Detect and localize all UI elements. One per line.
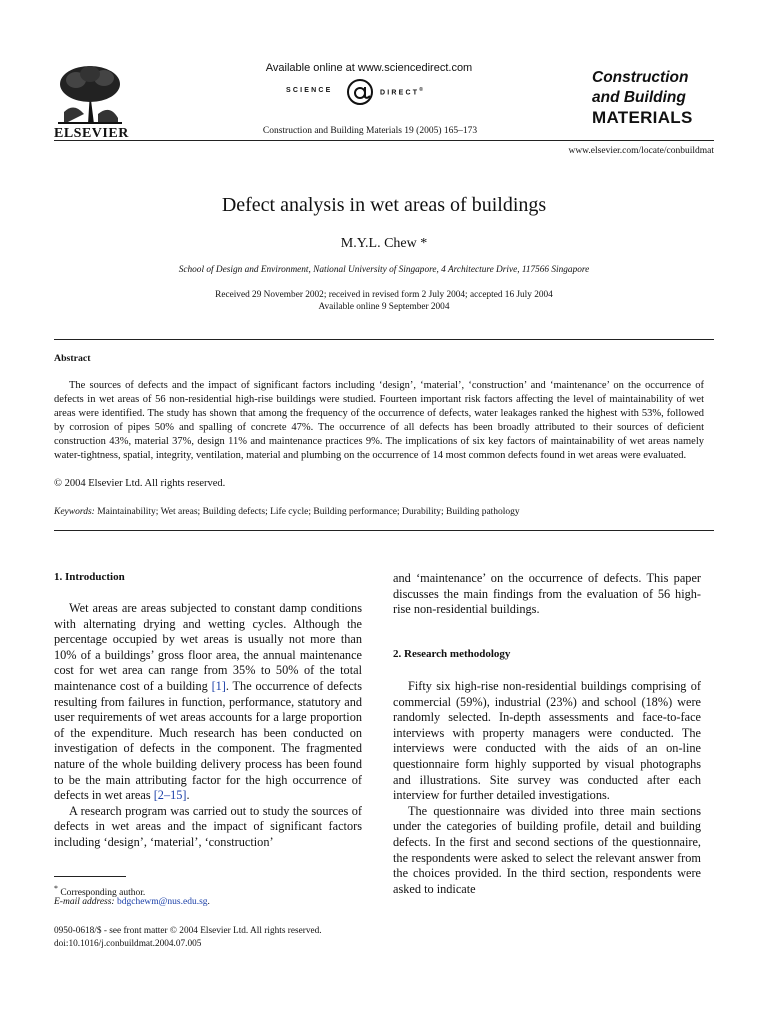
article-title: Defect analysis in wet areas of buildings bbox=[221, 194, 547, 216]
sd-science-label: SCIENCE bbox=[286, 87, 333, 94]
keywords bbox=[54, 507, 714, 517]
intro-paragraph-2-continued: and ‘maintenance’ on the occurrence of defects. This paper discusses the main findings from the evaluation of 56 high-rise non-residential buildings. bbox=[393, 571, 701, 617]
journal-url-link[interactable]: www.elsevier.com/locate/conbuildmat bbox=[568, 146, 714, 156]
methodology-text bbox=[393, 679, 701, 897]
section-heading-methodology: 2. Research methodology bbox=[393, 648, 511, 660]
article-dates bbox=[54, 289, 714, 313]
abstract-body: The sources of defects and the impact of significant factors including ‘design’, ‘material’, ‘construction’ and ‘maintenance’ on the occurrence of defects in wet areas of 56 non-residential high-rise buildings were studied. Fourteen important risk factors affecting the level of maintainability of wet areas were identified. The study has shown that among the frequency of the occurrence of defects, water leakages ranked the highest with 53%, followed by corrosion of pipes 50% and spalling of concrete 47%. The occurrence of all defects has been broadly attributed to their sources of deficient construction 43%, material 37%, design 11% and maintenance practices 9%. The implications of six key factors of maintainability of wet areas namely water-tightness, spatial, integrity, ventilation, material and plumbing on the occurrence of 14 most common defects found in wet areas were evaluated. bbox=[54, 380, 704, 462]
keywords-list: Maintainability; Wet areas; Building defects; Life cycle; Building performance; Durability; Building pathology bbox=[94, 507, 520, 517]
intro-text bbox=[54, 601, 362, 851]
received-dates: Received 29 November 2002; received in revised form 2 July 2004; accepted 16 July 2004 bbox=[215, 290, 553, 300]
sd-direct-text: DIRECT bbox=[380, 89, 420, 97]
brand-line-3: MATERIALS bbox=[592, 108, 693, 127]
email-end: . bbox=[207, 897, 210, 907]
journal-reference: Construction and Building Materials 19 (2005) 165–173 bbox=[262, 126, 478, 136]
email-link[interactable]: bdgchewm@nus.edu.sg bbox=[114, 897, 208, 907]
footnote-divider bbox=[54, 876, 126, 877]
abstract-bottom-divider bbox=[54, 530, 714, 531]
intro-paragraph-1 bbox=[54, 601, 362, 804]
sd-direct-label bbox=[380, 87, 423, 96]
citation-link-1[interactable]: [1] bbox=[211, 678, 226, 693]
issn-line: 0950-0618/$ - see front matter © 2004 Elsevier Ltd. All rights reserved. bbox=[54, 926, 322, 936]
brand-line-2: and Building bbox=[592, 89, 686, 106]
footnote-corresponding-text: Corresponding author. bbox=[57, 888, 146, 899]
journal-brand bbox=[592, 68, 712, 128]
section-heading-introduction: 1. Introduction bbox=[54, 571, 125, 583]
author-affiliation: School of Design and Environment, National University of Singapore, 4 Architecture Drive, 117566 Singapore bbox=[178, 265, 590, 275]
intro-p1-part-a: Wet areas are areas subjected to constant damp conditions with alternating drying and wetting cycles. Although the percentage occupied by wet areas is usually not more than 10% of a buildings’ gross floor area, the annual maintenance cost for wet area can range from 35% to 50% of the total maintenance cost of a building bbox=[54, 601, 362, 693]
elsevier-tree-logo bbox=[54, 62, 126, 126]
available-date: Available online 9 September 2004 bbox=[318, 302, 450, 312]
intro-p1-part-b: . The occurrence of defects resulting from failures in function, performance, statutory and user requirements of wet areas accounts for a large proportion of the expenditure. Much research has been conducted on investigation of defects in the component. The fragmented nature of the whole building delivery process has been found to be the main attributing factor for the high occurrence of defects in wet areas bbox=[54, 678, 362, 803]
citation-link-2-15[interactable]: [2–15] bbox=[153, 788, 187, 803]
abstract-copyright: © 2004 Elsevier Ltd. All rights reserved. bbox=[54, 478, 226, 489]
doi-line: doi:10.1016/j.conbuildmat.2004.07.005 bbox=[54, 939, 202, 949]
header-divider bbox=[54, 140, 714, 141]
intro-continued bbox=[393, 571, 701, 618]
email-label: E-mail address: bbox=[54, 897, 115, 907]
available-online-link[interactable]: Available online at www.sciencedirect.com bbox=[265, 62, 473, 74]
abstract-heading: Abstract bbox=[54, 353, 91, 364]
brand-line-1: Construction bbox=[592, 69, 689, 86]
methodology-paragraph-2: The questionnaire was divided into three main sections under the categories of building profile, detail and building defects. In the first and second sections of the questionnaire, the respondents were asked to select the relevant answer from the choices provided. In the third section, respondents were asked to indicate bbox=[393, 803, 701, 896]
abstract-top-divider bbox=[54, 339, 714, 340]
author-name: M.Y.L. Chew * bbox=[340, 236, 428, 251]
intro-p1-part-c: . bbox=[186, 788, 190, 803]
methodology-paragraph-1: Fifty six high-rise non-residential buildings comprising of commercial (59%), industrial (23%) and school (18%) were randomly selected. In-depth assessments and face-to-face interviews with property managers were conducted. The interviews were conducted with the aids of an on-line questionnaire form highly supported by visual photographs and illustrations. Site survey was conducted after each interview for further detailed investigations. bbox=[393, 679, 701, 803]
sciencedirect-logo[interactable] bbox=[240, 78, 498, 106]
sd-registered-mark: ® bbox=[419, 87, 423, 93]
keywords-label: Keywords: bbox=[54, 507, 95, 517]
sd-at-icon bbox=[346, 78, 374, 106]
footnote-mark: * bbox=[54, 884, 58, 893]
footnote-email bbox=[54, 897, 210, 907]
publisher-name: ELSEVIER bbox=[54, 126, 129, 141]
intro-paragraph-2: A research program was carried out to study the sources of defects in wet areas and the impact of significant factors including ‘design’, ‘material’, ‘construction’ bbox=[54, 803, 362, 849]
